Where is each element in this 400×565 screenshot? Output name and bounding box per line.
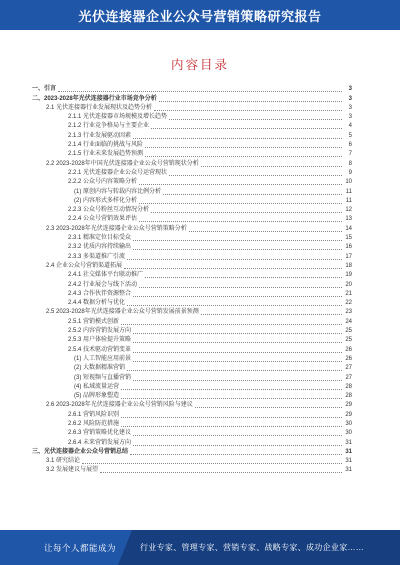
toc-entry-page: 12: [345, 207, 352, 214]
toc-entry[interactable]: [32, 428, 352, 437]
toc-entry[interactable]: [32, 344, 352, 353]
toc-entry[interactable]: [32, 149, 352, 158]
toc-entry-page: 21: [345, 290, 352, 297]
toc-entry[interactable]: [32, 186, 352, 195]
toc-entry-page: 6: [348, 142, 352, 149]
toc-entry[interactable]: [32, 205, 352, 214]
toc-entry-text: (3) 短视频与直播营销: [74, 374, 132, 381]
toc-entry-page: 5: [348, 132, 352, 139]
toc-entry[interactable]: [32, 382, 352, 391]
toc-dot-leader: [124, 268, 342, 269]
toc-dot-leader: [133, 352, 342, 353]
toc-entry-text: 2.4.2 行业展会与线下活动: [68, 281, 138, 288]
toc-entry-text: 2.3.3 多渠道推广引流: [68, 253, 126, 260]
toc-entry-text: 2.5.4 技术驱动营销变革: [68, 346, 132, 353]
footer-slogan-right: 行业专家、管理专家、营销专家、战略专家、成功企业家……: [140, 543, 365, 552]
toc-entry-text: 3.2 发展建议与展望: [46, 467, 99, 474]
toc-dot-leader: [133, 240, 342, 241]
toc-dot-leader: [121, 389, 342, 390]
toc-dot-leader: [121, 324, 342, 325]
toc-entry[interactable]: [32, 261, 352, 270]
toc-entry[interactable]: [32, 233, 352, 242]
toc-heading: 内容目录: [170, 58, 229, 72]
toc-dot-leader: [163, 194, 342, 195]
toc-entry-text: (2) 内容形式多样化分析: [74, 197, 138, 204]
toc-entry[interactable]: [32, 391, 352, 400]
toc-entry-page: 4: [348, 123, 352, 130]
toc-entry[interactable]: [32, 196, 352, 205]
report-header-bar: [0, 0, 400, 30]
toc-entry-page: 27: [345, 374, 352, 381]
toc-entry-page: 16: [345, 244, 352, 251]
toc-dot-leader: [189, 231, 342, 232]
toc-entry-page: 31: [345, 448, 352, 455]
toc-entry[interactable]: [32, 456, 352, 465]
toc-entry-text: (5) 品牌形象塑造: [74, 393, 120, 400]
toc-entry[interactable]: [32, 400, 352, 409]
toc-dot-leader: [127, 370, 342, 371]
toc-dot-leader: [169, 175, 342, 176]
toc-dot-leader: [145, 147, 342, 148]
toc-entry-page: 28: [345, 393, 352, 400]
toc-entry-page: 28: [345, 383, 352, 390]
toc-dot-leader: [201, 166, 342, 167]
toc-entry-page: 9: [348, 169, 352, 176]
toc-entry-text: 2.1 光伏连接器行业发展现状及趋势分析: [46, 104, 153, 111]
toc-entry[interactable]: [32, 326, 352, 335]
toc-dot-leader: [159, 101, 342, 102]
toc-entry-page: 19: [345, 272, 352, 279]
toc-entry-text: 2.1.1 光伏连接器市场规模及增长趋势: [68, 114, 168, 121]
toc-entry-page: 18: [345, 262, 352, 269]
toc-dot-leader: [145, 277, 342, 278]
toc-entry[interactable]: [32, 354, 352, 363]
table-of-contents: [32, 84, 352, 474]
toc-dot-leader: [127, 259, 342, 260]
toc-entry[interactable]: [32, 177, 352, 186]
toc-entry-text: 2.5 2023-2028年光伏连接器企业公众号营销发展前景预测: [46, 309, 199, 316]
toc-entry-text: 2.4.3 合作伙伴资源整合: [68, 290, 132, 297]
toc-entry-page: 27: [345, 365, 352, 372]
toc-entry-text: 2.2.1 光伏连接器企业公众号运营现状: [68, 169, 168, 176]
toc-dot-leader: [121, 398, 342, 399]
toc-entry-text: (2) 大数据精准营销: [74, 365, 126, 372]
toc-entry-text: 3.1 研究结论: [46, 458, 81, 465]
toc-entry[interactable]: [32, 279, 352, 288]
toc-entry-text: 2.1.3 行业发展驱动因素: [68, 132, 132, 139]
toc-entry[interactable]: [32, 214, 352, 223]
toc-entry-text: (1) 原创内容与转载内容比例分析: [74, 188, 162, 195]
toc-dot-leader: [145, 156, 342, 157]
toc-entry[interactable]: [32, 121, 352, 130]
toc-entry-page: 26: [345, 355, 352, 362]
toc-entry-page: 3: [348, 114, 352, 121]
toc-entry[interactable]: [32, 158, 352, 167]
toc-entry-text: 2.2 2023-2028年中国光伏连接器企业公众号营销现状分析: [46, 160, 199, 167]
toc-entry-text: 三、光伏连接器企业公众号营销总结: [32, 448, 129, 455]
toc-entry-text: 2.5.3 用户体验提升策略: [68, 337, 132, 344]
toc-entry-text: 2.1.2 行业竞争格局与主要企业: [68, 123, 150, 130]
toc-dot-leader: [133, 138, 342, 139]
toc-entry[interactable]: [32, 363, 352, 372]
toc-entry[interactable]: [32, 335, 352, 344]
toc-entry[interactable]: [32, 93, 352, 102]
toc-entry-page: 26: [345, 346, 352, 353]
toc-entry[interactable]: [32, 409, 352, 418]
toc-dot-leader: [151, 128, 342, 129]
toc-entry-page: 11: [345, 197, 352, 204]
toc-entry-text: 2.2.2 公众号内容策略分析: [68, 179, 138, 186]
toc-entry[interactable]: [32, 419, 352, 428]
toc-dot-leader: [133, 361, 342, 362]
toc-entry-page: 25: [345, 328, 352, 335]
toc-dot-leader: [121, 426, 342, 427]
toc-entry[interactable]: [32, 316, 352, 325]
toc-entry-text: 2.4.4 数据分析与优化: [68, 300, 126, 307]
toc-dot-leader: [151, 212, 342, 213]
toc-entry[interactable]: [32, 437, 352, 446]
toc-entry-page: 24: [345, 318, 352, 325]
toc-dot-leader: [139, 184, 342, 185]
toc-dot-leader: [133, 435, 342, 436]
toc-entry[interactable]: [32, 298, 352, 307]
toc-dot-leader: [195, 407, 342, 408]
toc-dot-leader: [139, 221, 342, 222]
toc-entry-text: 2.3.1 精准定位目标受众: [68, 235, 132, 242]
toc-entry-text: 2.3.2 优质内容持续输出: [68, 244, 132, 251]
toc-entry-text: 2.2.4 公众号营销效果评估: [68, 216, 138, 223]
toc-entry-page: 29: [345, 402, 352, 409]
toc-entry-text: 2.6.3 营销策略优化建议: [68, 430, 132, 437]
toc-entry-text: (1) 人工智能应用前景: [74, 355, 132, 362]
toc-entry[interactable]: [32, 372, 352, 381]
toc-entry[interactable]: [32, 251, 352, 260]
toc-entry-page: 14: [345, 225, 352, 232]
toc-entry-text: 2.1.4 行业面临的挑战与风险: [68, 142, 144, 149]
toc-entry-page: 3: [348, 104, 352, 111]
toc-dot-leader: [121, 417, 342, 418]
toc-entry-page: 3: [348, 95, 352, 102]
toc-dot-leader: [82, 463, 342, 464]
toc-entry-text: 2.1.5 行业未来发展趋势预测: [68, 151, 144, 158]
footer-slogan-left: 让每个人都能成为: [44, 543, 117, 553]
toc-dot-leader: [58, 91, 342, 92]
toc-entry[interactable]: [32, 289, 352, 298]
toc-entry-text: 2.2.3 公众号粉丝互动情况分析: [68, 207, 150, 214]
toc-entry-page: 31: [345, 458, 352, 465]
toc-entry-text: 2.5.2 内容营销发展方向: [68, 328, 132, 335]
toc-dot-leader: [139, 287, 342, 288]
toc-entry-text: 2.4 企业公众号营销渠道拓展: [46, 262, 123, 269]
toc-entry-page: 31: [345, 467, 352, 474]
toc-entry[interactable]: [32, 140, 352, 149]
toc-entry-page: 13: [345, 216, 352, 223]
report-title: 光伏连接器企业公众号营销策略研究报告: [78, 8, 322, 24]
toc-entry-text: 2.4.1 社交媒体平台联动推广: [68, 272, 144, 279]
toc-entry-text: (4) 私域流量运营: [74, 383, 120, 390]
toc-dot-leader: [100, 472, 342, 473]
toc-entry-page: 22: [345, 300, 352, 307]
toc-entry-page: 10: [345, 179, 352, 186]
toc-entry[interactable]: [32, 103, 352, 112]
toc-dot-leader: [133, 333, 342, 334]
toc-dot-leader: [133, 380, 342, 381]
toc-entry[interactable]: [32, 112, 352, 121]
toc-dot-leader: [169, 119, 342, 120]
footer-bar: [0, 530, 400, 565]
toc-entry-page: 29: [345, 411, 352, 418]
toc-entry-page: 15: [345, 235, 352, 242]
toc-entry-text: 2.6.1 营销风险识别: [68, 411, 120, 418]
toc-entry-page: 17: [345, 253, 352, 260]
toc-dot-leader: [133, 445, 342, 446]
toc-entry-page: 31: [345, 439, 352, 446]
toc-entry[interactable]: [32, 223, 352, 232]
toc-dot-leader: [133, 249, 342, 250]
toc-entry-text: 2.6 2023-2028年光伏连接器企业公众号营销风险与建议: [46, 402, 193, 409]
toc-entry-page: 8: [348, 160, 352, 167]
toc-entry-text: 一、引言: [32, 86, 57, 93]
toc-entry-text: 2.3 2023-2028年光伏连接器企业公众号营销策略分析: [46, 225, 187, 232]
toc-dot-leader: [139, 203, 342, 204]
toc-entry-page: 23: [345, 309, 352, 316]
toc-entry-page: 20: [345, 281, 352, 288]
toc-entry[interactable]: [32, 242, 352, 251]
toc-entry[interactable]: [32, 270, 352, 279]
toc-entry[interactable]: [32, 168, 352, 177]
toc-dot-leader: [133, 342, 342, 343]
toc-entry-page: 3: [348, 86, 352, 93]
toc-dot-leader: [201, 314, 342, 315]
toc-entry-page: 25: [345, 337, 352, 344]
toc-entry-page: 11: [345, 188, 352, 195]
toc-entry-page: 30: [345, 430, 352, 437]
toc-dot-leader: [133, 296, 342, 297]
toc-entry[interactable]: [32, 465, 352, 474]
toc-entry[interactable]: [32, 307, 352, 316]
toc-entry-page: 7: [348, 151, 352, 158]
toc-entry[interactable]: [32, 447, 352, 456]
toc-entry-text: 二、2023-2028年光伏连接器行业市场竞争分析: [32, 95, 157, 102]
toc-entry[interactable]: [32, 84, 352, 93]
toc-entry-text: 2.6.4 未来营销发展方向: [68, 439, 132, 446]
toc-entry-page: 30: [345, 420, 352, 427]
toc-dot-leader: [154, 110, 342, 111]
toc-dot-leader: [130, 454, 342, 455]
toc-entry-text: 2.5.1 营销模式创新: [68, 318, 120, 325]
toc-entry[interactable]: [32, 130, 352, 139]
toc-dot-leader: [127, 305, 342, 306]
toc-entry-text: 2.6.2 风险防范措施: [68, 420, 120, 427]
